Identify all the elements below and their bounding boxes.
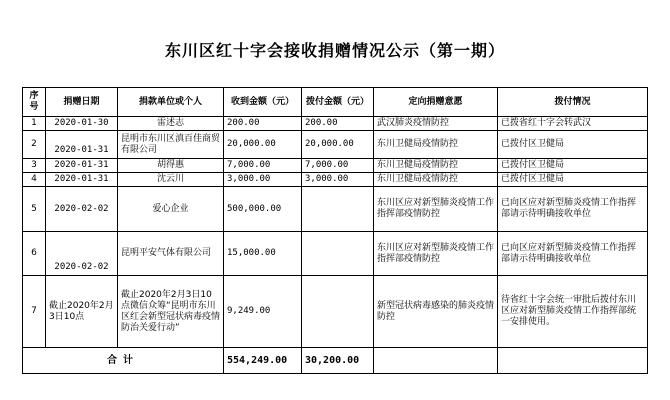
cell-disbursement: 已拨省红十字会转武汉 — [498, 117, 648, 131]
cell-received: 7,000.00 — [224, 159, 302, 173]
cell-disbursed: 7,000.00 — [302, 159, 374, 173]
table-row — [23, 276, 648, 348]
cell-seq: 5 — [23, 187, 46, 232]
cell-donor: 沈云川 — [118, 173, 224, 187]
table-row — [23, 173, 648, 187]
cell-purpose: 东川卫健局疫情防控 — [374, 173, 498, 187]
cell-date: 2020-02-02 — [46, 187, 118, 232]
header-donor: 捐款单位或个人 — [118, 88, 224, 117]
cell-date: 截止2020年2月3日10点 — [46, 276, 118, 348]
cell-date: 2020-01-31 — [46, 173, 118, 187]
cell-donor: 截止2020年2月3日10点微信众筹“昆明市东川区红会新型冠状病毒疫情防治关爱行动” — [118, 276, 224, 348]
cell-date: 2020-02-02 — [46, 232, 118, 276]
cell-disbursed — [302, 187, 374, 232]
cell-received: 20,000.00 — [224, 131, 302, 159]
cell-received: 500,000.00 — [224, 187, 302, 232]
cell-donor: 昆明平安气体有限公司 — [118, 232, 224, 276]
total-row — [23, 348, 648, 374]
page-title: 东川区红十字会接收捐赠情况公示（第一期） — [164, 41, 505, 60]
cell-disbursement: 已向区应对新型肺炎疫情工作指挥部请示待明确接收单位 — [498, 232, 648, 276]
cell-seq: 6 — [23, 232, 46, 276]
cell-date: 2020-01-31 — [46, 131, 118, 159]
table-row — [23, 187, 648, 232]
cell-received: 9,249.00 — [224, 276, 302, 348]
cell-seq: 4 — [23, 173, 46, 187]
cell-seq: 7 — [23, 276, 46, 348]
total-received: 554,249.00 — [224, 348, 302, 374]
total-disbursed: 30,200.00 — [302, 348, 374, 374]
header-date: 捐赠日期 — [46, 88, 118, 117]
cell-date: 2020-01-31 — [46, 159, 118, 173]
cell-received: 3,000.00 — [224, 173, 302, 187]
cell-received: 200.00 — [224, 117, 302, 131]
header-disbursed: 拨付金额（元） — [302, 88, 374, 117]
header-seq: 序号 — [23, 88, 46, 117]
header-purpose: 定向捐赠意愿 — [374, 88, 498, 117]
cell-disbursement: 已向区应对新型肺炎疫情工作指挥部请示待明确接收单位 — [498, 187, 648, 232]
cell-purpose: 东川区应对新型肺炎疫情工作指挥部疫情防控 — [374, 187, 498, 232]
cell-disbursed: 3,000.00 — [302, 173, 374, 187]
cell-seq: 1 — [23, 117, 46, 131]
total-purpose-empty — [374, 348, 498, 374]
table-header-row — [23, 88, 648, 117]
cell-disbursed — [302, 232, 374, 276]
cell-seq: 2 — [23, 131, 46, 159]
cell-disbursement: 已拨付区卫健局 — [498, 173, 648, 187]
header-disbursement: 拨付情况 — [498, 88, 648, 117]
total-label: 合计 — [23, 348, 224, 374]
donation-table — [22, 87, 648, 374]
cell-received: 15,000.00 — [224, 232, 302, 276]
table-row — [23, 232, 648, 276]
cell-donor: 爱心企业 — [118, 187, 224, 232]
cell-purpose: 东川区应对新型肺炎疫情工作指挥部疫情防控 — [374, 232, 498, 276]
cell-disbursed — [302, 276, 374, 348]
cell-purpose: 东川卫健局疫情防控 — [374, 131, 498, 159]
cell-donor: 雷述志 — [118, 117, 224, 131]
table-row — [23, 131, 648, 159]
cell-disbursed: 20,000.00 — [302, 131, 374, 159]
cell-seq: 3 — [23, 159, 46, 173]
cell-donor: 昆明市东川区滇百佳商贸有限公司 — [118, 131, 224, 159]
total-disbursement-empty — [498, 348, 648, 374]
cell-disbursed: 200.00 — [302, 117, 374, 131]
table-row — [23, 159, 648, 173]
cell-date: 2020-01-30 — [46, 117, 118, 131]
cell-purpose: 东川卫健局疫情防控 — [374, 159, 498, 173]
cell-disbursement: 已拨付区卫健局 — [498, 159, 648, 173]
cell-purpose: 新型冠状病毒感染的肺炎疫情防控 — [374, 276, 498, 348]
table-row — [23, 117, 648, 131]
header-received: 收到金额（元） — [224, 88, 302, 117]
cell-disbursement: 待省红十字会统一审批后拨付东川区应对新型肺炎疫情工作指挥部统一安排使用。 — [498, 276, 648, 348]
cell-disbursement: 已拨付区卫健局 — [498, 131, 648, 159]
cell-donor: 胡得惠 — [118, 159, 224, 173]
cell-purpose: 武汉肺炎疫情防控 — [374, 117, 498, 131]
